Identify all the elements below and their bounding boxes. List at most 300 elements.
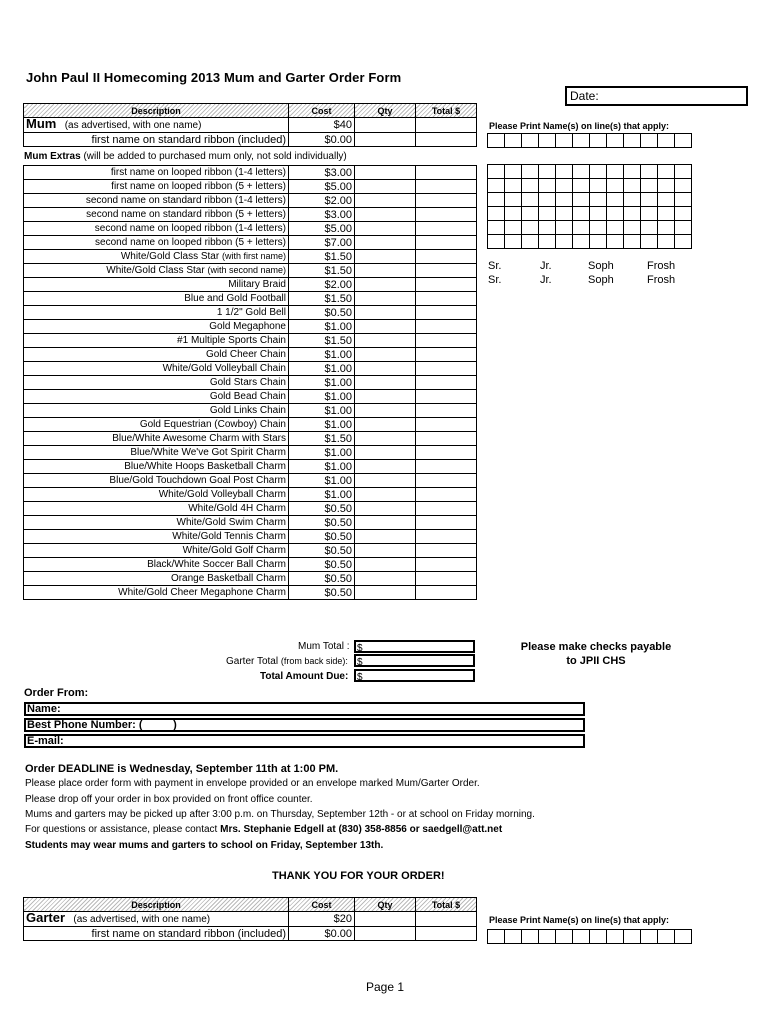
name-grid-cell[interactable] xyxy=(658,207,675,221)
extra-qty[interactable] xyxy=(355,348,416,362)
name-grid-cell[interactable] xyxy=(556,179,573,193)
name-grid-cell[interactable] xyxy=(539,235,556,249)
table-row xyxy=(24,334,477,348)
name-grid-cell[interactable] xyxy=(522,207,539,221)
name-grid-cell[interactable] xyxy=(573,207,590,221)
garter-total-label: Garter Total (from back side): xyxy=(226,656,348,667)
name-grid-cell[interactable] xyxy=(641,193,658,207)
garter-cost: $20 xyxy=(289,912,355,927)
table-row xyxy=(24,362,477,376)
deadline-heading: Order DEADLINE is Wednesday, September 11th at 1:00 PM. xyxy=(25,763,339,775)
extra-qty[interactable] xyxy=(355,586,416,600)
name-grid-cell[interactable] xyxy=(505,221,522,235)
name-grid-cell[interactable] xyxy=(488,207,505,221)
print-names-label: Please Print Name(s) on line(s) that apply: xyxy=(489,121,670,131)
students-line: Students may wear mums and garters to school on Friday, September 13th. xyxy=(25,840,384,851)
extra-qty[interactable] xyxy=(355,236,416,250)
name-grid-cell[interactable] xyxy=(522,179,539,193)
extra-cost: $1.50 xyxy=(289,292,355,306)
header-total: Total $ xyxy=(416,898,477,912)
extra-desc: Blue/White We've Got Spirit Charm xyxy=(24,446,289,460)
mum-total-label: Mum Total : xyxy=(298,641,350,652)
extra-cost: $1.00 xyxy=(289,376,355,390)
table-row xyxy=(24,180,477,194)
header-description: Description xyxy=(24,898,289,912)
name-grid-cell[interactable] xyxy=(590,179,607,193)
table-row xyxy=(24,586,477,600)
extra-desc: Blue/Gold Touchdown Goal Post Charm xyxy=(24,474,289,488)
amount-due-field[interactable]: $ xyxy=(354,669,475,682)
extra-total[interactable] xyxy=(416,460,477,474)
extra-total[interactable] xyxy=(416,194,477,208)
table-row xyxy=(24,348,477,362)
name-grid-cell[interactable] xyxy=(641,235,658,249)
name-grid-cell[interactable] xyxy=(505,930,522,944)
extra-qty[interactable] xyxy=(355,446,416,460)
name-grid-cell[interactable] xyxy=(573,165,590,179)
name-grid-cell[interactable] xyxy=(556,235,573,249)
name-grid-cell[interactable] xyxy=(641,221,658,235)
extra-cost: $1.50 xyxy=(289,250,355,264)
name-grid-cell[interactable] xyxy=(573,235,590,249)
garter-print-names-label: Please Print Name(s) on line(s) that apply: xyxy=(489,915,670,925)
table-row xyxy=(24,516,477,530)
extra-qty[interactable] xyxy=(355,292,416,306)
mum-total-field[interactable]: $ xyxy=(354,640,475,653)
table-row xyxy=(24,474,477,488)
header-cost: Cost xyxy=(289,104,355,118)
extra-qty[interactable] xyxy=(355,222,416,236)
name-grid-cell[interactable] xyxy=(488,165,505,179)
table-row xyxy=(24,306,477,320)
table-row xyxy=(24,502,477,516)
extra-cost: $0.50 xyxy=(289,306,355,320)
name-grid-cell[interactable] xyxy=(624,134,641,148)
mum-sub-desc: first name on standard ribbon (included) xyxy=(24,133,289,147)
extra-total[interactable] xyxy=(416,222,477,236)
extras-heading: Mum Extras (will be added to purchased mum only, not sold individually) xyxy=(24,151,347,162)
extra-desc: second name on standard ribbon (1-4 letters) xyxy=(24,194,289,208)
extra-desc: 1 1/2" Gold Bell xyxy=(24,306,289,320)
extra-total[interactable] xyxy=(416,306,477,320)
deadline-line-1: Please place order form with payment in envelope provided or an envelope marked Mum/Garter Order. xyxy=(25,778,480,789)
name-grid-cell[interactable] xyxy=(539,134,556,148)
name-grid-cell[interactable] xyxy=(590,930,607,944)
name-grid-cell[interactable] xyxy=(590,165,607,179)
name-grid-cell[interactable] xyxy=(522,930,539,944)
name-grid-cell[interactable] xyxy=(658,193,675,207)
extra-total[interactable] xyxy=(416,348,477,362)
extra-qty[interactable] xyxy=(355,516,416,530)
name-field[interactable]: Name: xyxy=(24,702,585,716)
class-soph: Soph xyxy=(588,274,614,286)
name-grid-cell[interactable] xyxy=(556,207,573,221)
extra-desc: Gold Equestrian (Cowboy) Chain xyxy=(24,418,289,432)
extras-table xyxy=(23,165,477,600)
name-grid-cell[interactable] xyxy=(641,165,658,179)
name-grid-cell[interactable] xyxy=(522,193,539,207)
name-grid-cell[interactable] xyxy=(675,165,692,179)
name-grid-cell[interactable] xyxy=(675,221,692,235)
extra-cost: $1.00 xyxy=(289,488,355,502)
extra-desc: Blue/White Hoops Basketball Charm xyxy=(24,460,289,474)
name-grid-cell[interactable] xyxy=(488,179,505,193)
name-grid-cell[interactable] xyxy=(658,165,675,179)
name-grid-cell[interactable] xyxy=(658,134,675,148)
extra-total[interactable] xyxy=(416,404,477,418)
extra-qty[interactable] xyxy=(355,320,416,334)
extra-desc: second name on looped ribbon (5 + letters) xyxy=(24,236,289,250)
extra-qty[interactable] xyxy=(355,418,416,432)
name-grid-cell[interactable] xyxy=(624,165,641,179)
extra-total[interactable] xyxy=(416,250,477,264)
class-frosh: Frosh xyxy=(647,274,676,286)
extra-qty[interactable] xyxy=(355,572,416,586)
extra-total[interactable] xyxy=(416,292,477,306)
garter-total-field[interactable]: $ xyxy=(354,654,475,667)
header-qty: Qty xyxy=(355,898,416,912)
name-grid-cell[interactable] xyxy=(607,179,624,193)
name-grid-cell[interactable] xyxy=(624,179,641,193)
extra-qty[interactable] xyxy=(355,264,416,278)
name-grid-cell[interactable] xyxy=(675,134,692,148)
name-grid-cell[interactable] xyxy=(607,221,624,235)
extra-qty[interactable] xyxy=(355,432,416,446)
name-grid-cell[interactable] xyxy=(488,134,505,148)
table-row xyxy=(24,208,477,222)
name-grid-cell[interactable] xyxy=(573,134,590,148)
deadline-line-3: Mums and garters may be picked up after 3:00 p.m. on Thursday, September 12th - or at school on Friday morning. xyxy=(25,809,535,820)
checks-line-2: to JPII CHS xyxy=(566,655,626,667)
extra-qty[interactable] xyxy=(355,180,416,194)
table-row xyxy=(24,278,477,292)
name-grid-cell[interactable] xyxy=(573,221,590,235)
extra-desc: White/Gold Volleyball Chain xyxy=(24,362,289,376)
name-grid-cell[interactable] xyxy=(590,207,607,221)
table-row xyxy=(24,488,477,502)
garter-row xyxy=(24,912,289,927)
extra-cost: $5.00 xyxy=(289,222,355,236)
table-row xyxy=(24,572,477,586)
extra-cost: $1.00 xyxy=(289,418,355,432)
page-number: Page 1 xyxy=(366,980,405,994)
extra-qty[interactable] xyxy=(355,278,416,292)
extra-cost: $1.00 xyxy=(289,320,355,334)
email-field[interactable]: E-mail: xyxy=(24,734,585,748)
extra-cost: $1.00 xyxy=(289,348,355,362)
mum-sub-cost: $0.00 xyxy=(289,133,355,147)
name-grid-cell[interactable] xyxy=(488,221,505,235)
garter-qty[interactable] xyxy=(355,912,416,927)
name-grid-cell[interactable] xyxy=(675,193,692,207)
extra-total[interactable] xyxy=(416,362,477,376)
extra-desc: Blue and Gold Football xyxy=(24,292,289,306)
extra-qty[interactable] xyxy=(355,502,416,516)
name-grid-cell[interactable] xyxy=(675,179,692,193)
extra-total[interactable] xyxy=(416,586,477,600)
extra-cost: $2.00 xyxy=(289,194,355,208)
extra-qty[interactable] xyxy=(355,390,416,404)
extra-qty[interactable] xyxy=(355,404,416,418)
name-grid-cell[interactable] xyxy=(607,235,624,249)
extra-qty[interactable] xyxy=(355,334,416,348)
extra-cost: $1.00 xyxy=(289,404,355,418)
name-grid-cell[interactable] xyxy=(522,165,539,179)
extra-desc: White/Gold Class Star (with second name) xyxy=(24,264,289,278)
table-row xyxy=(24,530,477,544)
extra-total[interactable] xyxy=(416,278,477,292)
name-grid-cell[interactable] xyxy=(641,207,658,221)
name-grid-cell[interactable] xyxy=(539,165,556,179)
extra-qty[interactable] xyxy=(355,208,416,222)
extra-qty[interactable] xyxy=(355,250,416,264)
extra-desc: White/Gold 4H Charm xyxy=(24,502,289,516)
name-grid-cell[interactable] xyxy=(590,235,607,249)
extra-total[interactable] xyxy=(416,474,477,488)
name-grid-cell[interactable] xyxy=(624,930,641,944)
extra-total[interactable] xyxy=(416,390,477,404)
name-grid-cell[interactable] xyxy=(505,207,522,221)
name-grid-cell[interactable] xyxy=(539,207,556,221)
name-grid-cell[interactable] xyxy=(590,193,607,207)
extra-qty[interactable] xyxy=(355,544,416,558)
extra-desc: #1 Multiple Sports Chain xyxy=(24,334,289,348)
mum-row xyxy=(24,118,289,133)
name-grid-cell[interactable] xyxy=(641,179,658,193)
name-grid-cell[interactable] xyxy=(539,221,556,235)
extra-desc: White/Gold Swim Charm xyxy=(24,516,289,530)
mum-table xyxy=(23,103,477,147)
extra-desc: Gold Links Chain xyxy=(24,404,289,418)
extra-total[interactable] xyxy=(416,334,477,348)
name-grid-cell[interactable] xyxy=(539,179,556,193)
extra-qty[interactable] xyxy=(355,488,416,502)
name-grid-cell[interactable] xyxy=(675,207,692,221)
extra-desc: Gold Cheer Chain xyxy=(24,348,289,362)
table-row xyxy=(24,446,477,460)
name-grid-cell[interactable] xyxy=(624,235,641,249)
mum-sub-total[interactable] xyxy=(416,133,477,147)
table-row xyxy=(24,236,477,250)
extra-cost: $7.00 xyxy=(289,236,355,250)
name-grid-cell[interactable] xyxy=(488,235,505,249)
name-grid-cell[interactable] xyxy=(641,930,658,944)
name-grid-cell[interactable] xyxy=(675,235,692,249)
extra-total[interactable] xyxy=(416,166,477,180)
name-grid-cell[interactable] xyxy=(624,207,641,221)
name-grid-cell[interactable] xyxy=(505,235,522,249)
extra-desc: first name on looped ribbon (1-4 letters) xyxy=(24,166,289,180)
extra-total[interactable] xyxy=(416,446,477,460)
name-grid-cell[interactable] xyxy=(522,134,539,148)
name-grid-cell[interactable] xyxy=(641,134,658,148)
garter-label: Garter xyxy=(26,910,66,925)
extra-total[interactable] xyxy=(416,320,477,334)
extra-qty[interactable] xyxy=(355,194,416,208)
name-grid-cell[interactable] xyxy=(624,193,641,207)
extra-qty[interactable] xyxy=(355,530,416,544)
garter-total[interactable] xyxy=(416,912,477,927)
name-grid-cell[interactable] xyxy=(590,134,607,148)
name-grid-cell[interactable] xyxy=(505,179,522,193)
class-sr: Sr. xyxy=(488,260,502,272)
extra-cost: $1.00 xyxy=(289,390,355,404)
name-grid-cell[interactable] xyxy=(488,930,505,944)
extra-total[interactable] xyxy=(416,180,477,194)
deadline-line-2: Please drop off your order in box provided on front office counter. xyxy=(25,794,313,805)
extra-qty[interactable] xyxy=(355,558,416,572)
extra-desc: Gold Megaphone xyxy=(24,320,289,334)
name-grid-cell[interactable] xyxy=(505,165,522,179)
name-grid-cell[interactable] xyxy=(590,221,607,235)
name-grid-cell[interactable] xyxy=(505,134,522,148)
extra-total[interactable] xyxy=(416,502,477,516)
name-grid-cell[interactable] xyxy=(624,221,641,235)
class-frosh: Frosh xyxy=(647,260,676,272)
table-row xyxy=(24,250,477,264)
extra-cost: $5.00 xyxy=(289,180,355,194)
extra-desc: first name on looped ribbon (5 + letters) xyxy=(24,180,289,194)
extra-desc: Orange Basketball Charm xyxy=(24,572,289,586)
name-grid-cell[interactable] xyxy=(607,207,624,221)
table-row xyxy=(24,320,477,334)
mum-qty[interactable] xyxy=(355,118,416,133)
table-row xyxy=(24,460,477,474)
name-grid-cell[interactable] xyxy=(556,134,573,148)
name-grid-cell[interactable] xyxy=(556,930,573,944)
name-grid-cell[interactable] xyxy=(658,930,675,944)
table-row xyxy=(24,404,477,418)
name-grid-cell[interactable] xyxy=(607,930,624,944)
table-row xyxy=(24,390,477,404)
date-field[interactable]: Date: xyxy=(565,86,748,106)
extra-qty[interactable] xyxy=(355,460,416,474)
extra-qty[interactable] xyxy=(355,306,416,320)
class-jr: Jr. xyxy=(540,260,552,272)
name-grid-cell[interactable] xyxy=(522,221,539,235)
table-row xyxy=(24,194,477,208)
table-row xyxy=(24,264,477,278)
table-row xyxy=(24,558,477,572)
name-grid-cell[interactable] xyxy=(556,165,573,179)
extra-total[interactable] xyxy=(416,530,477,544)
garter-note: (as advertised, with one name) xyxy=(73,914,211,925)
extra-desc: White/Gold Class Star (with first name) xyxy=(24,250,289,264)
name-grid-cell[interactable] xyxy=(658,235,675,249)
extra-total[interactable] xyxy=(416,418,477,432)
name-grid-cell[interactable] xyxy=(607,165,624,179)
extra-qty[interactable] xyxy=(355,376,416,390)
table-row xyxy=(24,544,477,558)
extra-cost: $0.50 xyxy=(289,558,355,572)
extra-cost: $0.50 xyxy=(289,530,355,544)
extra-desc: Gold Stars Chain xyxy=(24,376,289,390)
amount-due-label: Total Amount Due: xyxy=(260,671,349,682)
name-grid-cell[interactable] xyxy=(573,179,590,193)
name-grid-mum[interactable] xyxy=(487,133,692,148)
name-grid-garter[interactable] xyxy=(487,929,692,944)
name-grid-cell[interactable] xyxy=(539,193,556,207)
extra-qty[interactable] xyxy=(355,474,416,488)
name-grid-cell[interactable] xyxy=(505,193,522,207)
phone-field[interactable]: Best Phone Number: ( ) xyxy=(24,718,585,732)
extra-total[interactable] xyxy=(416,432,477,446)
name-grid-cell[interactable] xyxy=(658,221,675,235)
extra-desc: White/Gold Cheer Megaphone Charm xyxy=(24,586,289,600)
garter-sub-qty[interactable] xyxy=(355,927,416,941)
extra-cost: $1.50 xyxy=(289,432,355,446)
name-grid-cell[interactable] xyxy=(607,134,624,148)
extra-desc: Military Braid xyxy=(24,278,289,292)
extra-total[interactable] xyxy=(416,376,477,390)
extra-total[interactable] xyxy=(416,208,477,222)
table-row xyxy=(24,432,477,446)
class-sr: Sr. xyxy=(488,274,502,286)
extra-qty[interactable] xyxy=(355,362,416,376)
extra-cost: $1.00 xyxy=(289,460,355,474)
mum-total[interactable] xyxy=(416,118,477,133)
extra-desc: White/Gold Volleyball Charm xyxy=(24,488,289,502)
name-grid-cell[interactable] xyxy=(658,179,675,193)
extra-desc: second name on standard ribbon (5 + letters) xyxy=(24,208,289,222)
extra-cost: $1.50 xyxy=(289,264,355,278)
contact-line: For questions or assistance, please contact Mrs. Stephanie Edgell at (830) 358-8856 or saedgell@att.net xyxy=(25,824,503,835)
checks-line-1: Please make checks payable xyxy=(520,641,672,653)
extra-desc: Blue/White Awesome Charm with Stars xyxy=(24,432,289,446)
extra-total[interactable] xyxy=(416,558,477,572)
mum-label: Mum xyxy=(26,116,57,131)
extra-cost: $3.00 xyxy=(289,166,355,180)
name-grid-cell[interactable] xyxy=(556,221,573,235)
extra-total[interactable] xyxy=(416,264,477,278)
class-jr: Jr. xyxy=(540,274,552,286)
garter-sub-desc: first name on standard ribbon (included) xyxy=(24,927,289,941)
name-grid-cell[interactable] xyxy=(675,930,692,944)
extra-total[interactable] xyxy=(416,236,477,250)
header-qty: Qty xyxy=(355,104,416,118)
garter-sub-total[interactable] xyxy=(416,927,477,941)
name-grid-cell[interactable] xyxy=(573,193,590,207)
header-description: Description xyxy=(24,104,289,118)
garter-sub-cost: $0.00 xyxy=(289,927,355,941)
name-grid-cell[interactable] xyxy=(522,235,539,249)
table-row xyxy=(24,418,477,432)
name-grid-cell[interactable] xyxy=(539,930,556,944)
extra-desc: White/Gold Tennis Charm xyxy=(24,530,289,544)
name-grid-cell[interactable] xyxy=(488,193,505,207)
name-grid-cell[interactable] xyxy=(573,930,590,944)
name-grid-cell[interactable] xyxy=(556,193,573,207)
extra-cost: $1.00 xyxy=(289,362,355,376)
table-row xyxy=(24,222,477,236)
name-grid-extras[interactable] xyxy=(487,164,692,249)
extra-desc: White/Gold Golf Charm xyxy=(24,544,289,558)
extra-cost: $3.00 xyxy=(289,208,355,222)
extra-total[interactable] xyxy=(416,544,477,558)
extra-total[interactable] xyxy=(416,572,477,586)
extra-cost: $0.50 xyxy=(289,586,355,600)
extra-qty[interactable] xyxy=(355,166,416,180)
extra-total[interactable] xyxy=(416,516,477,530)
name-grid-cell[interactable] xyxy=(607,193,624,207)
extra-total[interactable] xyxy=(416,488,477,502)
extra-desc: second name on looped ribbon (1-4 letters) xyxy=(24,222,289,236)
extra-cost: $0.50 xyxy=(289,544,355,558)
extra-cost: $0.50 xyxy=(289,516,355,530)
mum-sub-qty[interactable] xyxy=(355,133,416,147)
extra-cost: $0.50 xyxy=(289,502,355,516)
extra-cost: $1.00 xyxy=(289,474,355,488)
